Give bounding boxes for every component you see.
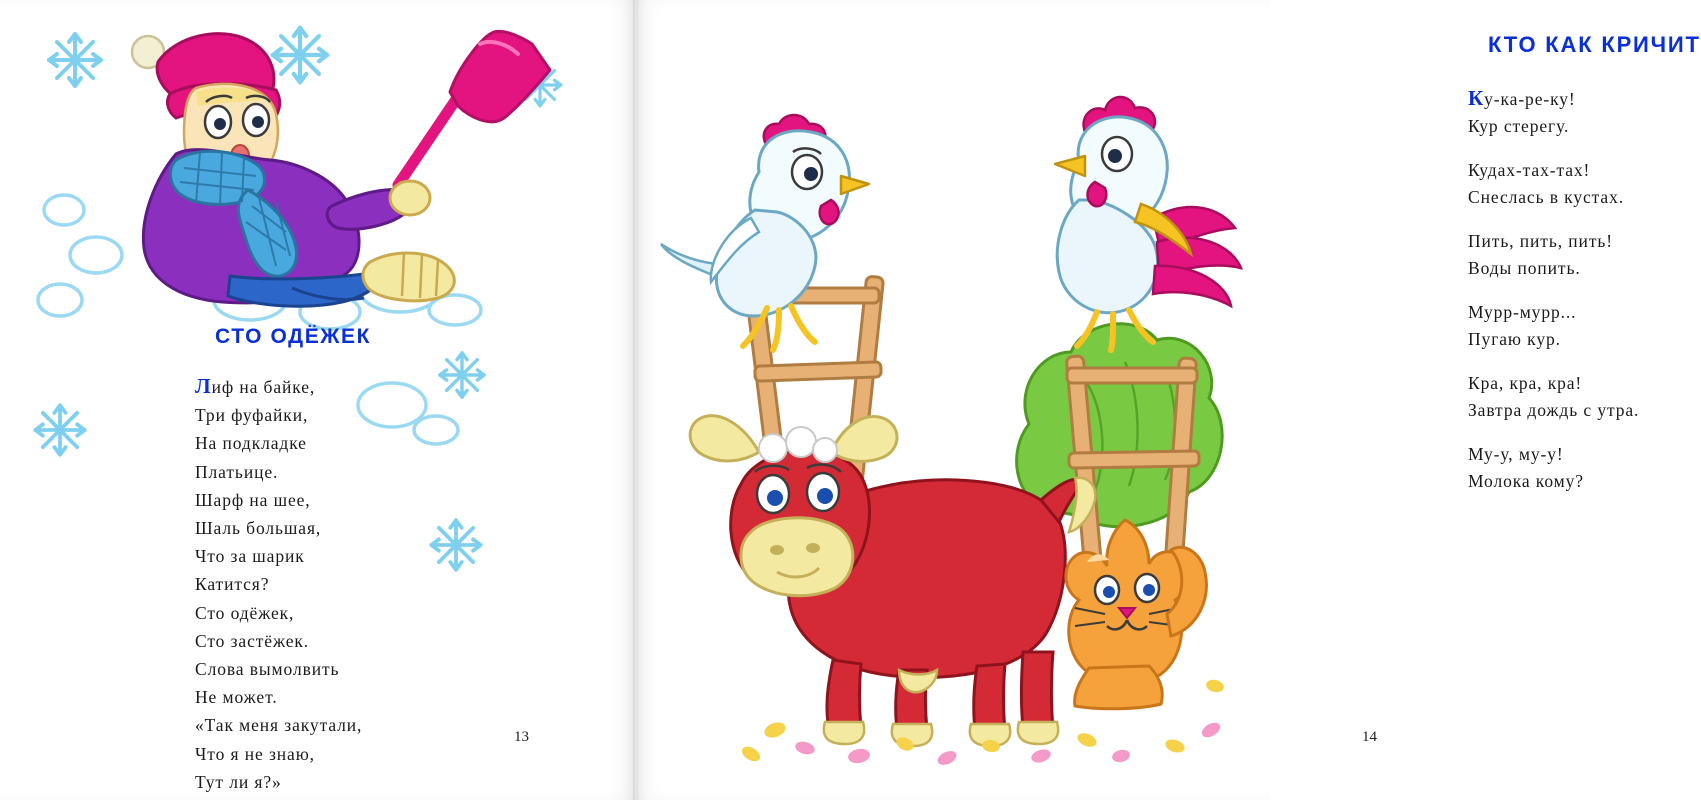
poem-line: Платьице. [195, 461, 279, 482]
stanza-gap [1468, 353, 1639, 370]
poem-line: На подкладке [195, 433, 307, 454]
poem-line: Что я не знаю, [195, 743, 315, 764]
poem-line: Воды попить. [1468, 258, 1581, 278]
poem-line: Му-у, му-у! [1468, 444, 1564, 464]
page-title-left: СТО ОДЁЖЕК [215, 325, 371, 348]
poem-line: Кудах-тах-тах! [1468, 160, 1591, 180]
poem-line: Шаль большая, [195, 518, 322, 539]
poem-line: Не может. [195, 687, 278, 708]
poem-line: Шарф на шее, [195, 489, 311, 510]
page-number-right: 14 [1362, 729, 1377, 745]
poem-line: Слова вымолвить [195, 659, 340, 680]
poem-line [195, 372, 362, 401]
poem-line: Кур стерегу. [1468, 116, 1570, 136]
ground-petals [739, 678, 1225, 768]
stanza-gap [1468, 211, 1639, 228]
snow-shovel-icon [398, 31, 550, 185]
poem-line: «Так меня закутали, [195, 715, 363, 736]
poem-text-right [1468, 85, 1639, 495]
poem-line: Завтра дождь с утра. [1468, 400, 1640, 420]
fence-left [745, 276, 884, 580]
poem-line: Снеслась в кустах. [1468, 187, 1624, 207]
poem-line: Ку-ка-ре-ку! [1468, 86, 1576, 110]
poem-line-rest: иф на байке, [211, 377, 316, 397]
poem-line: Кра, кра, кра! [1468, 373, 1583, 393]
poem-line: Три фуфайки, [195, 405, 309, 426]
left-page [0, 0, 635, 800]
dropcap-left: Л [195, 374, 212, 398]
cat-figure [1066, 520, 1206, 709]
poem-line: Пить, пить, пить! [1468, 231, 1613, 251]
poem-line: Пугаю кур. [1468, 329, 1561, 349]
poem-line: Сто застёжек. [195, 630, 310, 651]
rooster-tail [1153, 207, 1241, 306]
illustration-bundled-child [80, 10, 520, 320]
poem-line: Сто одёжек, [195, 602, 295, 623]
stanza-gap [1468, 140, 1639, 157]
page-number-left: 13 [514, 729, 529, 745]
dropcap-right: К [1468, 86, 1485, 110]
poem-line: Что за шарик [195, 546, 305, 567]
stanza-gap [1468, 282, 1639, 299]
illustration-farm-animals [655, 80, 1270, 760]
bush-shape [1017, 324, 1223, 527]
page-title-right: КТО КАК КРИЧИТ [1488, 32, 1701, 57]
hen-figure [661, 115, 869, 350]
stanza-gap [1468, 424, 1639, 441]
right-page [635, 0, 1701, 800]
poem-line: Тут ли я?» [195, 771, 282, 792]
poem-line: Мурр-мурр... [1468, 302, 1577, 322]
poem-text-left [195, 372, 362, 796]
poem-line: Молока кому? [1468, 471, 1584, 491]
poem-line: Катится? [195, 574, 270, 595]
rooster-figure [1055, 97, 1241, 350]
fence-right [1066, 356, 1199, 609]
cow-figure [690, 416, 1095, 746]
